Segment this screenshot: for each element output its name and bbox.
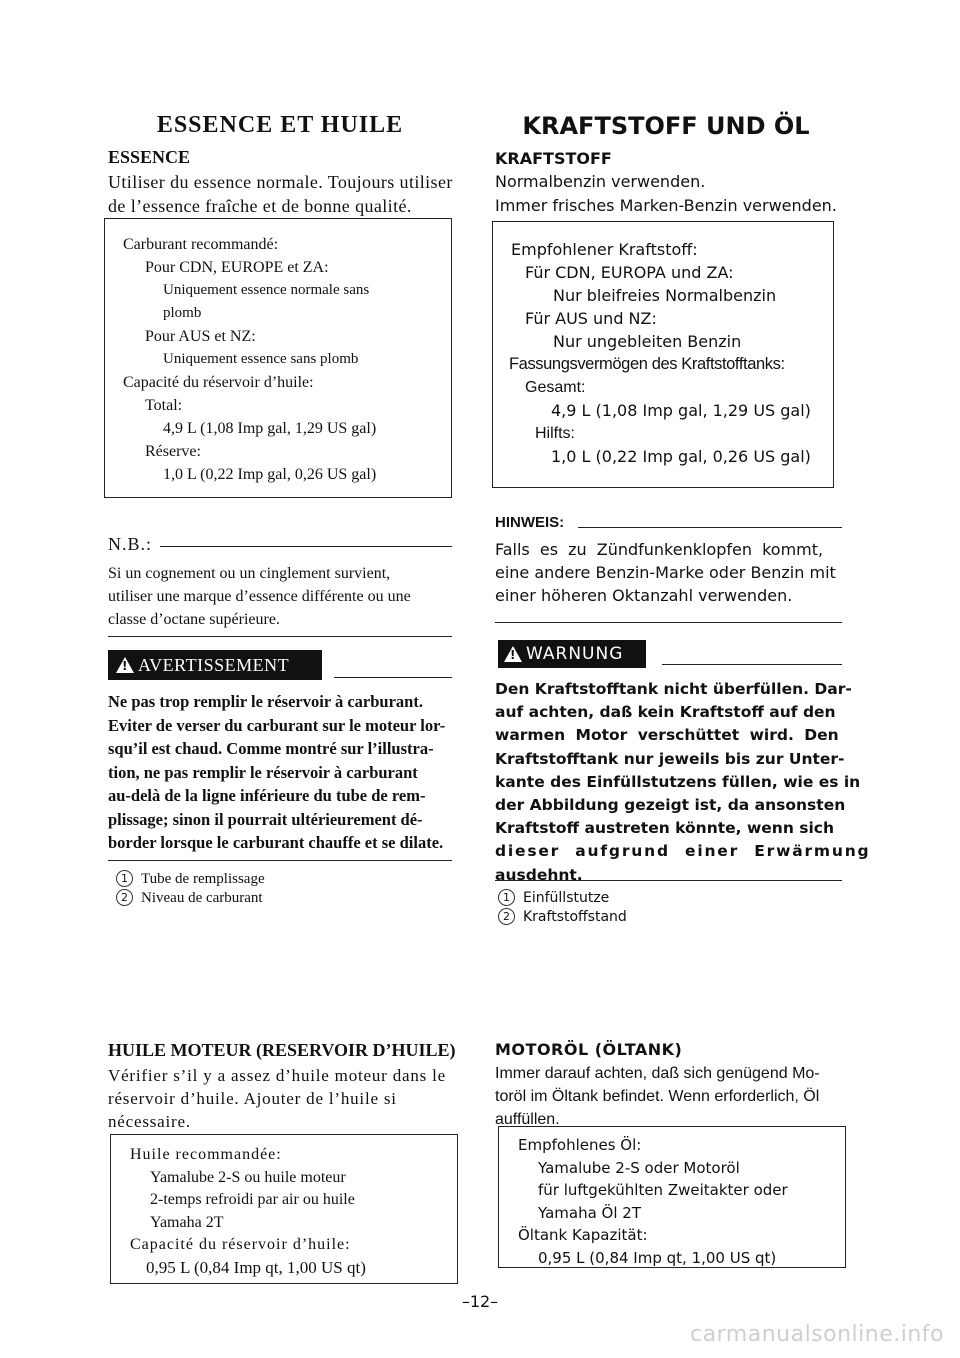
legend-item	[498, 908, 627, 927]
spec-line: Huile recommandée:	[130, 1146, 282, 1163]
text-line: ausdehnt.	[495, 865, 583, 884]
legend-item	[116, 889, 265, 908]
de-oil-spec-text	[518, 1134, 788, 1269]
fr-legend	[116, 870, 265, 908]
de-note-label: HINWEIS:	[495, 514, 565, 531]
de-note-text	[495, 538, 836, 607]
divider	[662, 664, 842, 665]
callout-number-icon: 2	[116, 889, 133, 906]
callout-number-icon: 2	[498, 908, 515, 925]
spec-line: Yamalube 2-S oder Motoröl	[538, 1158, 740, 1177]
text-line: nécessaire.	[108, 1112, 191, 1131]
fr-warning-label: AVERTISSEMENT	[138, 654, 290, 675]
de-oil-text	[495, 1062, 820, 1131]
spec-line: Empfohlenes Öl:	[518, 1136, 642, 1154]
spec-line: 4,9 L (1,08 Imp gal, 1,29 US gal)	[551, 401, 811, 420]
legend-text: Tube de remplissage	[141, 871, 265, 887]
spec-line: Uniquement essence normale sans	[163, 282, 370, 298]
spec-line: Yamaha 2T	[150, 1213, 224, 1231]
text-line: Immer frisches Marken-Benzin verwenden.	[495, 196, 837, 215]
text-line: Vérifier s’il y a assez d’huile moteur dans le	[108, 1066, 446, 1085]
legend-text: Kraftstoffstand	[523, 909, 627, 925]
spec-line: Für AUS und NZ:	[525, 309, 657, 328]
spec-line: Total:	[145, 397, 183, 414]
divider	[495, 880, 842, 881]
spec-line: Uniquement essence sans plomb	[163, 351, 359, 367]
de-fuel-heading: KRAFTSTOFF	[495, 149, 612, 168]
fr-oil-text	[108, 1064, 446, 1133]
spec-line: 1,0 L (0,22 Imp gal, 0,26 US gal)	[551, 447, 811, 466]
legend-text: Niveau de carburant	[141, 890, 263, 906]
de-oil-heading: MOTORÖL (ÖLTANK)	[495, 1040, 683, 1059]
text-line: kante des Einfüllstutzens füllen, wie es in	[495, 772, 861, 791]
fr-essence-text	[108, 170, 453, 218]
text-line: classe d’octane supérieure.	[108, 611, 280, 628]
fr-title: ESSENCE ET HUILE	[156, 112, 404, 138]
legend-item	[498, 889, 627, 908]
spec-line: Réserve:	[145, 443, 201, 460]
legend-text: Einfüllstutze	[523, 890, 610, 906]
fr-nb-text	[108, 562, 411, 631]
text-line: Eviter de verser du carburant sur le moteur lor-	[108, 715, 446, 735]
fr-essence-heading: ESSENCE	[108, 147, 191, 167]
spec-line: Für CDN, EUROPA und ZA:	[525, 263, 734, 282]
spec-line: 1,0 L (0,22 Imp gal, 0,26 US gal)	[163, 466, 377, 483]
text-line: Normalbenzin verwenden.	[495, 172, 706, 191]
fr-oil-spec-text	[130, 1144, 366, 1279]
fr-nb-label: N.B.:	[108, 534, 153, 554]
text-line: tion, ne pas remplir le réservoir à carburant	[108, 762, 418, 782]
de-warning-text	[495, 678, 871, 887]
fr-warning-text	[108, 690, 458, 855]
spec-line: 2-temps refroidi par air ou huile	[150, 1191, 355, 1208]
watermark: carmanualsonline.info	[690, 1322, 944, 1347]
text-line: utiliser une marque d’essence différente ou une	[108, 588, 411, 605]
de-warning-badge	[498, 640, 646, 668]
text-line: toröl im Öltank befindet. Wenn erforderlich, Öl	[495, 1088, 820, 1105]
spec-line: Nur bleifreies Normalbenzin	[553, 286, 777, 305]
warning-triangle-icon	[504, 646, 522, 662]
spec-line: Empfohlener Kraftstoff:	[511, 240, 698, 259]
de-fuel-text	[495, 170, 837, 218]
divider	[495, 622, 842, 623]
spec-line: Capacité du réservoir d’huile:	[130, 1236, 351, 1253]
spec-line: 0,95 L (0,84 Imp qt, 1,00 US qt)	[146, 1257, 366, 1277]
text-line: de l’essence fraîche et de bonne qualité.	[108, 196, 412, 216]
text-line: Utiliser du essence normale. Toujours utiliser	[108, 172, 453, 192]
spec-line: 0,95 L (0,84 Imp qt, 1,00 US qt)	[538, 1248, 777, 1267]
spec-line: 4,9 L (1,08 Imp gal, 1,29 US gal)	[163, 420, 377, 437]
text-line: Kraftstofftank nur jeweils bis zur Unter-	[495, 749, 845, 768]
page-number: –12–	[461, 1292, 499, 1311]
spec-line: Yamaha Öl 2T	[538, 1203, 642, 1222]
text-line: Si un cognement ou un cinglement survient,	[108, 565, 391, 582]
text-line: plissage; sinon il pourrait ultérieurement dé-	[108, 809, 423, 829]
text-line: auffüllen.	[495, 1111, 560, 1128]
fr-fuel-spec-text	[123, 233, 376, 486]
divider	[578, 527, 842, 528]
spec-line: Capacité du réservoir d’huile:	[123, 374, 314, 391]
spec-line: Pour AUS et NZ:	[145, 328, 256, 345]
de-legend	[498, 889, 627, 927]
spec-line: für luftgekühlten Zweitakter oder	[538, 1181, 788, 1199]
text-line: warmen Motor verschüttet wird. Den	[495, 726, 839, 745]
de-fuel-spec-text	[511, 238, 811, 468]
spec-line: Yamalube 2-S ou huile moteur	[150, 1168, 346, 1186]
de-title: KRAFTSTOFF UND ÖL	[522, 112, 810, 140]
divider	[108, 860, 452, 861]
spec-line: Nur ungebleiten Benzin	[553, 332, 742, 351]
legend-item	[116, 870, 265, 889]
de-warning-label: WARNUNG	[526, 644, 624, 664]
spec-line: Carburant recommandé:	[123, 236, 279, 253]
spec-line: plomb	[163, 305, 202, 321]
text-line: der Abbildung gezeigt ist, da ansonsten	[495, 796, 846, 815]
fr-warning-badge	[108, 650, 322, 680]
text-line: Immer darauf achten, daß sich genügend Mo-	[495, 1065, 820, 1082]
divider	[334, 677, 452, 678]
spec-line: Pour CDN, EUROPE et ZA:	[145, 259, 329, 276]
warning-triangle-icon	[116, 657, 134, 673]
text-line: auf achten, daß kein Kraftstoff auf den	[495, 703, 836, 722]
text-line: Ne pas trop remplir le réservoir à carburant.	[108, 692, 423, 711]
text-line: au-delà de la ligne inférieure du tube de rem-	[108, 786, 426, 805]
spec-line: Gesamt:	[525, 379, 586, 396]
divider	[160, 546, 452, 547]
text-line: einer höheren Oktanzahl verwenden.	[495, 586, 793, 605]
text-line: border lorsque le carburant chauffe et se dilate.	[108, 833, 444, 852]
divider	[108, 636, 452, 637]
spec-line: Öltank Kapazität:	[518, 1226, 648, 1244]
text-line: Falls es zu Zündfunkenklopfen kommt,	[495, 540, 824, 559]
text-line: Kraftstoff austreten könnte, wenn sich	[495, 819, 835, 838]
spec-line: Hilfts:	[535, 425, 575, 442]
callout-number-icon: 1	[116, 870, 133, 887]
callout-number-icon: 1	[498, 889, 515, 906]
text-line: Den Kraftstofftank nicht überfüllen. Dar-	[495, 680, 852, 698]
text-line: squ’il est chaud. Comme montré sur l’illustra-	[108, 739, 434, 758]
text-line: dieser aufgrund einer Erwärmung	[495, 842, 871, 861]
fr-oil-heading: HUILE MOTEUR (RESERVOIR D’HUILE)	[108, 1040, 456, 1060]
text-line: eine andere Benzin-Marke oder Benzin mit	[495, 563, 836, 582]
spec-line: Fassungsvermögen des Kraftstofftanks:	[509, 355, 785, 373]
text-line: réservoir d’huile. Ajouter de l’huile si	[108, 1089, 397, 1108]
